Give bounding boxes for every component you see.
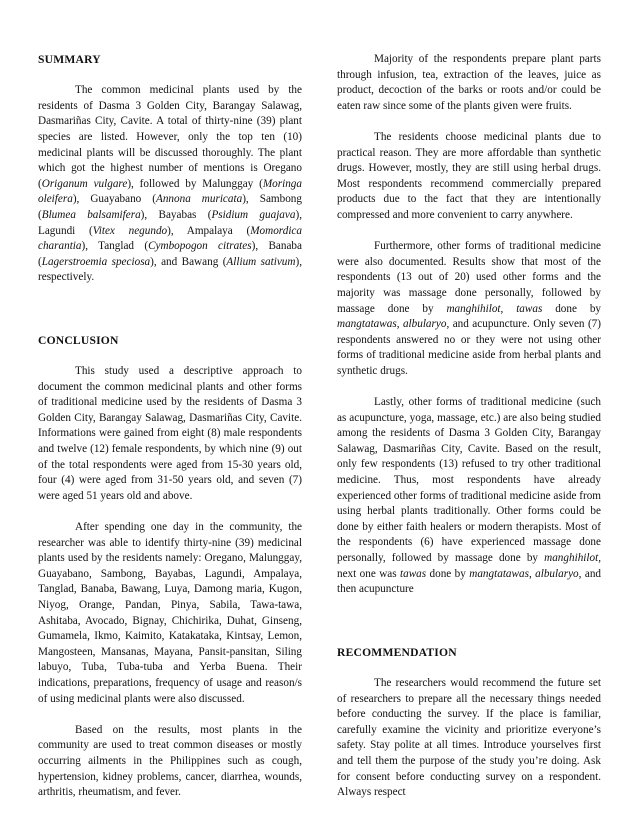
recommendation-heading: RECOMMENDATION: [337, 645, 457, 659]
left-column: [38, 52, 302, 801]
italic-term: tawas: [400, 567, 427, 580]
italic-term: Cymbopogon citrates: [148, 240, 252, 253]
summary-paragraph: The common medicinal plants used by the residents of Dasma 3 Golden City, Barangay Salawag, Dasmariñas City, Cavite. A total of thirty-nine (39) plant species are listed. However, only the top ten (10) medicinal plants will be discussed thoroughly. The plant which got the highest number of mentions is Oregano (Origanum vulgare), followed by Malunggay (Moringa oleifera), Guayabano (Annona muricata), Sambong (Blumea balsamifera), Bayabas (Psidium guajava), Lagundi (Vitex negundo), Ampalaya (Momordica charantia), Tanglad (Cymbopogon citrates), Banaba (Lagerstroemia speciosa), and Bawang (Allium sativum), respectively.: [38, 84, 302, 284]
italic-term: albularyo: [535, 567, 579, 580]
conclusion-paragraph-1: This study used a descriptive approach to document the common medicinal plants and other forms of traditional medicine used by the residents of Dasma 3 Golden City, Barangay Salawag, Dasmariñas City, Cavite. Informations were gained from eight (8) male respondents and twelve (12) female respondents, by which nine (9) out of the total respondents were aged from 15-30 years old, four (4) were aged from 31-50 years old, and seven (7) were aged 51 years old and above.: [38, 365, 302, 502]
italic-term: tawas: [516, 302, 543, 315]
italic-term: Lagerstroemia speciosa: [41, 255, 151, 268]
right-paragraph-3: Furthermore, other forms of traditional medicine were also documented. Results show that most of the respondents (13 out of 20) used other forms and the majority was massage done personally, followed by massage done by manghihilot, tawas done by mangtatawas, albularyo, and acupuncture. Only seven (7) respondents answered no or they were not using other forms of traditional medicine aside from herbal plants and synthetic drugs.: [337, 240, 602, 377]
summary-heading: SUMMARY: [38, 53, 101, 66]
italic-term: albularyo: [402, 318, 447, 331]
italic-term: Vitex negundo: [92, 224, 168, 237]
italic-term: Origanum vulgare: [41, 177, 128, 190]
italic-term: manghihilot: [544, 552, 599, 564]
right-column: [337, 52, 601, 801]
right-paragraph-2: The residents choose medicinal plants due to practical reason. They are more affordable than synthetic drugs. However, mostly, they are still using herbal drugs. Most respondents recommend commercially prepared products due to the fact that they are intentionally compressed and more convenient to carry anywhere.: [337, 130, 601, 221]
italic-term: Annona muricata: [156, 193, 243, 206]
right-paragraph-1: Majority of the respondents prepare plant parts through infusion, tea, extraction of the leaves, juice as product, decoction of the barks or roots and/or could be eaten raw since some of the plants given were fruits.: [337, 53, 601, 112]
conclusion-paragraph-3: Based on the results, most plants in the community are used to treat common diseases or mostly occurring ailments in the Philippines such as cough, hypertension, kidney problems, cancer, diarrhea, wounds, arthritis, rheumatism, and fever.: [38, 723, 302, 799]
italic-term: mangtatawas: [337, 318, 397, 331]
conclusion-heading: CONCLUSION: [38, 333, 119, 347]
right-paragraph-4: Lastly, other forms of traditional medicine (such as acupuncture, yoga, massage, etc.) are also being studied among the residents of Dasma 3 Golden City, Barangay Salawag, Dasmariñas City, Cavite. Based on the result, only few respondents (13) refused to try other traditional medicine. Thus, most respondents have already experienced other forms of traditional medicine aside from using herbal plants traditionally. Other forms could be done by either faith healers or modern therapists. Most of the respondents (6) have experienced massage done personally, followed by massage done by manghihilot, next one was tawas done by mangtatawas, albularyo, and then acupuncture: [337, 396, 602, 596]
italic-term: manghihilot: [446, 302, 501, 315]
recommendation-paragraph: The researchers would recommend the future set of researchers to prepare all the necessary things needed before conducting the survey. If the place is familiar, carefully examine the vicinity and prioritize everyone’s safety. Stay polite at all times. Introduce yourselves first and tell them the purpose of the study you’re doing. Ask for consent before conducting survey on a respondent. Always respect: [337, 676, 601, 799]
conclusion-paragraph-2: After spending one day in the community, the researcher was able to identify thirty-nine (39) medicinal plants used by the residents namely: Oregano, Malunggay, Guayabano, Sambong, Bayabas, Lagundi, Ampalaya, Tanglad, Banaba, Bawang, Luya, Damong maria, Kugon, Niyog, Orange, Pandan, Pinya, Sabila, Tawa-tawa, Ashitaba, Avocado, Bignay, Chichirika, Duhat, Ginseng, Gumamela, Ikmo, Kaimito, Katakataka, Kintsay, Lemon, Mangosteen, Mansanas, Mayana, Pansit-pansitan, Siling labuyo, Tuba, Tuba-tuba and Yerba Buena. Their indications, preparations, frequency of usage and reason/s of using medicinal plants were also discussed.: [38, 521, 302, 705]
italic-term: Moringa oleifera: [38, 177, 302, 206]
italic-term: Momordica charantia: [38, 224, 302, 253]
italic-term: Psidium guajava: [211, 208, 296, 221]
italic-term: Allium sativum: [226, 255, 296, 268]
italic-term: Blumea balsamifera: [41, 208, 141, 221]
italic-term: mangtatawas: [469, 567, 529, 580]
